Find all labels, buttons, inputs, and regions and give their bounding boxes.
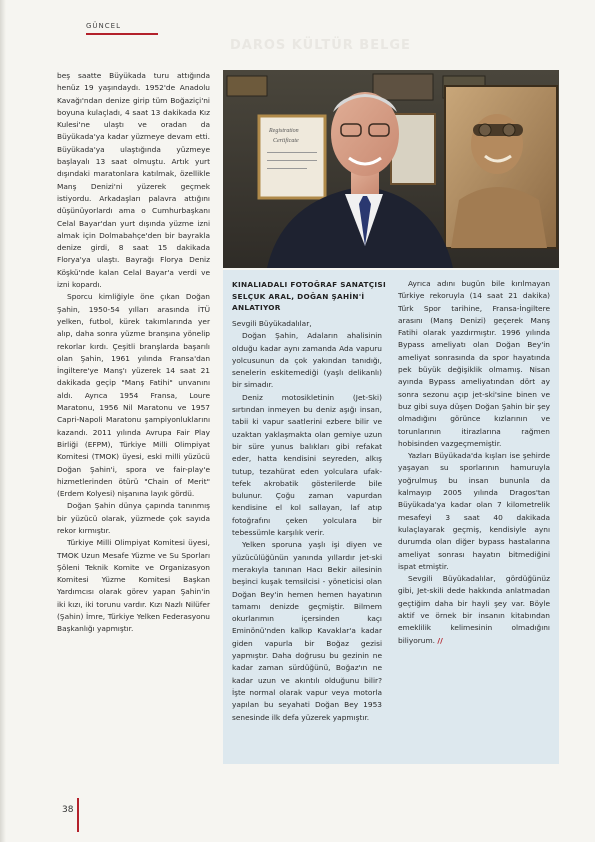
section-rule [86, 33, 158, 35]
paragraph: beş saatte Büyükada turu attığında henüz 19 yaşındaydı. 1952'de Anadolu Kavağı'ndan denize girip tüm Boğaziçi'ni boyuna kulaçladı, 4 saat 13 dakikada Kız Kulesi'ne ulaştı ve oradan da Büyükada'ya kadar yüzmeye devam etti. Büyükada'ya ulaştığında yüzmeye başlayalı 13 saat olmuştu. Artık yurt dışındaki maratonlara katılmak, özellikle Manş Denizi'ni yüzerek geçmek istiyordu. Arkadaşları palavra attığını düşünüyorlardı ama o Cumhurbaşkanı Celal Bayar'dan yurt dışında yüzme izni almak için Dolmabahçe'den bir bayrakla denize girdi, 8 saat 15 dakikada Florya'ya ulaştı. Bayrağı Florya Deniz Köşkü'nde kalan Celal Bayar'a verdi ve izni kopardı. [57, 71, 210, 290]
paragraph: Doğan Şahin dünya çapında tanınmış bir yüzücü olarak, yüzmede çok sayıda rekor kırmıştır. [57, 501, 210, 535]
paragraph: Sporcu kimliğiyle öne çıkan Doğan Şahin, 1950-54 yılları arasında İTÜ yelken, futbol, kürek takımlarında yer alıp, daha sonra yüzme branşına yönelip rekorlar kırdı. Çeşitli branşlarda başarılı olan Şahin, 1961 yılında Fransa'dan İngiltere'ye Manş'ı yüzerek 14 saat 21 dakikada geçip "Manş Fatihi" unvanını aldı. Ayrıca 1954 Fransa, Loure Maratonu, 1956 Nil Maratonu ve 1957 Capri-Napoli Maratonu şampiyonluklarını kazandı. 2011 yılında Avrupa Fair Play Birliği (EFPM), Türkiye Milli Olimpiyat Komitesi (TMOK) üyesi, eski milli yüzücü Doğan Şahin'i, spora ve fair-play'e hizmetlerinden ötürü "Chain of Merit" (Erdem Kolyesi) nişanına layık gördü. [57, 292, 210, 499]
photo-illustration [223, 70, 559, 268]
section-label: GÜNCEL [86, 22, 121, 30]
show-through-title: DAROS KÜLTÜR BELGE [230, 38, 411, 53]
article-photo [223, 70, 559, 268]
page-number: 38 [62, 805, 74, 815]
sidebar-title: KINALIADALI FOTOĞRAF SANATÇISI SELÇUK ARAL, DOĞAN ŞAHİN'İ ANLATIYOR [232, 280, 387, 312]
paragraph [398, 573, 550, 647]
paragraph: Ayrıca adını bugün bile kırılmayan Türkiye rekoruyla (14 saat 21 dakika) Türk Spor tarihine, Fransa-İngiltere arasını (Manş Denizi) geçerek Manş Fatihi olarak yazdırmıştır. 1996 yılında Bypass ameliyatı olan Doğan Bey'in ameliyat sonrasında da spor hayatında pek büyük değişiklik olmamış. Nisan ayında Bypass ameliyatından dört ay sonra sezonu açıp jet-ski'sine binen ve buz gibi suya düşen Doğan Şahin bir şey olmadığını görünce kızlarının ve torunlarının itirazlarına rağmen hobisinden vazgeçmemiştir. [398, 279, 550, 448]
right-column [398, 278, 550, 647]
closing-text: Sevgili Büyükadalılar, gördüğünüz gibi, Jet-skili dede hakkında anlatmadan geçtiğim daha bir hayli şey var. Böyle aktif ve örnek bir insanın kitabından emeklilik kelimesinin olmadığını biliyorum. [398, 574, 550, 645]
paragraph: Yelken sporuna yaşlı işi diyen ve yüzücülüğünün yanında yıllardır jet-ski merakıyla tanınan Hacı Bekir ailesinin beşinci kuşak temsilcisi - yöneticisi olan Doğan Bey'in hemen hemen hayatının tamamı denizde geçmiştir. Bilmem okurlarımın içersinden kaçı Eminönü'nden kalkıp Kavaklar'a kadar giden vapurla bir Boğaz gezisi yapmıştır. Daha doğrusu bu gezinin ne kadar zaman sürdüğünü, Boğaz'ın ne kadar uzun ve akıntılı olduğunu bilir? İşte normal olarak vapur veya motorla yapılan bu seyahati Doğan Bey 1953 senesinde ilk defa yüzerek yapmıştır. [232, 540, 382, 722]
paragraph: Yazları Büyükada'da kışları ise şehirde yaşayan su sporlarının hamuruyla yoğrulmuş bu insan bununla da kalmayıp 2005 yılında Dragos'tan Büyükada'ya kadar olan 7 kilometrelik mesafeyi 3 saat 40 dakikada kulaçlayarak geçmiş, kendisiyle aynı durumda olan diğer bypass hastalarına ameliyat sonrası hayatın bitmediğini ispat etmiştir. [398, 451, 550, 571]
certificate-text: Registration [269, 128, 299, 134]
paragraph: Türkiye Milli Olimpiyat Komitesi üyesi, TMOK Uzun Mesafe Yüzme ve Su Sporları Şöleni Teknik Komite ve Organizasyon Komitesi Yüzme Komitesi Başkan Yardımcısı olarak görev yapan Şahin'in iki kızı, iki torunu vardır. Kızı Nazlı Nilüfer (Şahin) İmre, Türkiye Yelken Federasyonu Başkanlığı yapmıştır. [57, 538, 210, 634]
middle-column [232, 318, 382, 724]
paragraph: Deniz motosikletinin (Jet-Ski) sırtından inmeyen bu deniz aşığı insan, tabii ki vapur saatlerini ezbere bilir ve uzaktan yaklaşmakta olan gemiye uzun bir süre yunus balıkları gibi refakat eder, hatta kendisini seyreden, alkış tutup, tezahürat eden yolculara ufak-tefek akrobatik gösterilerde bile bulunur. Çoğu zaman vapurdan kendisine el kol sallayan, laf atıp fotoğrafını çeken yolculara bir tebessümle karşılık verir. [232, 392, 382, 538]
left-column [57, 70, 210, 636]
svg-text:Certificate: Certificate [273, 138, 299, 144]
paragraph: Doğan Şahin, Adaların ahalisinin olduğu kadar aynı zamanda Ada vapuru yolcusunun da çok yakından tanıdığı, senelerin eskitemediği (yaşlı delikanlı) bir simadır. [232, 331, 382, 390]
page-number-rule [77, 798, 79, 832]
paragraph: Sevgili Büyükadalılar, [232, 319, 312, 328]
page-binding-edge [0, 0, 6, 842]
end-mark: // [437, 635, 443, 645]
